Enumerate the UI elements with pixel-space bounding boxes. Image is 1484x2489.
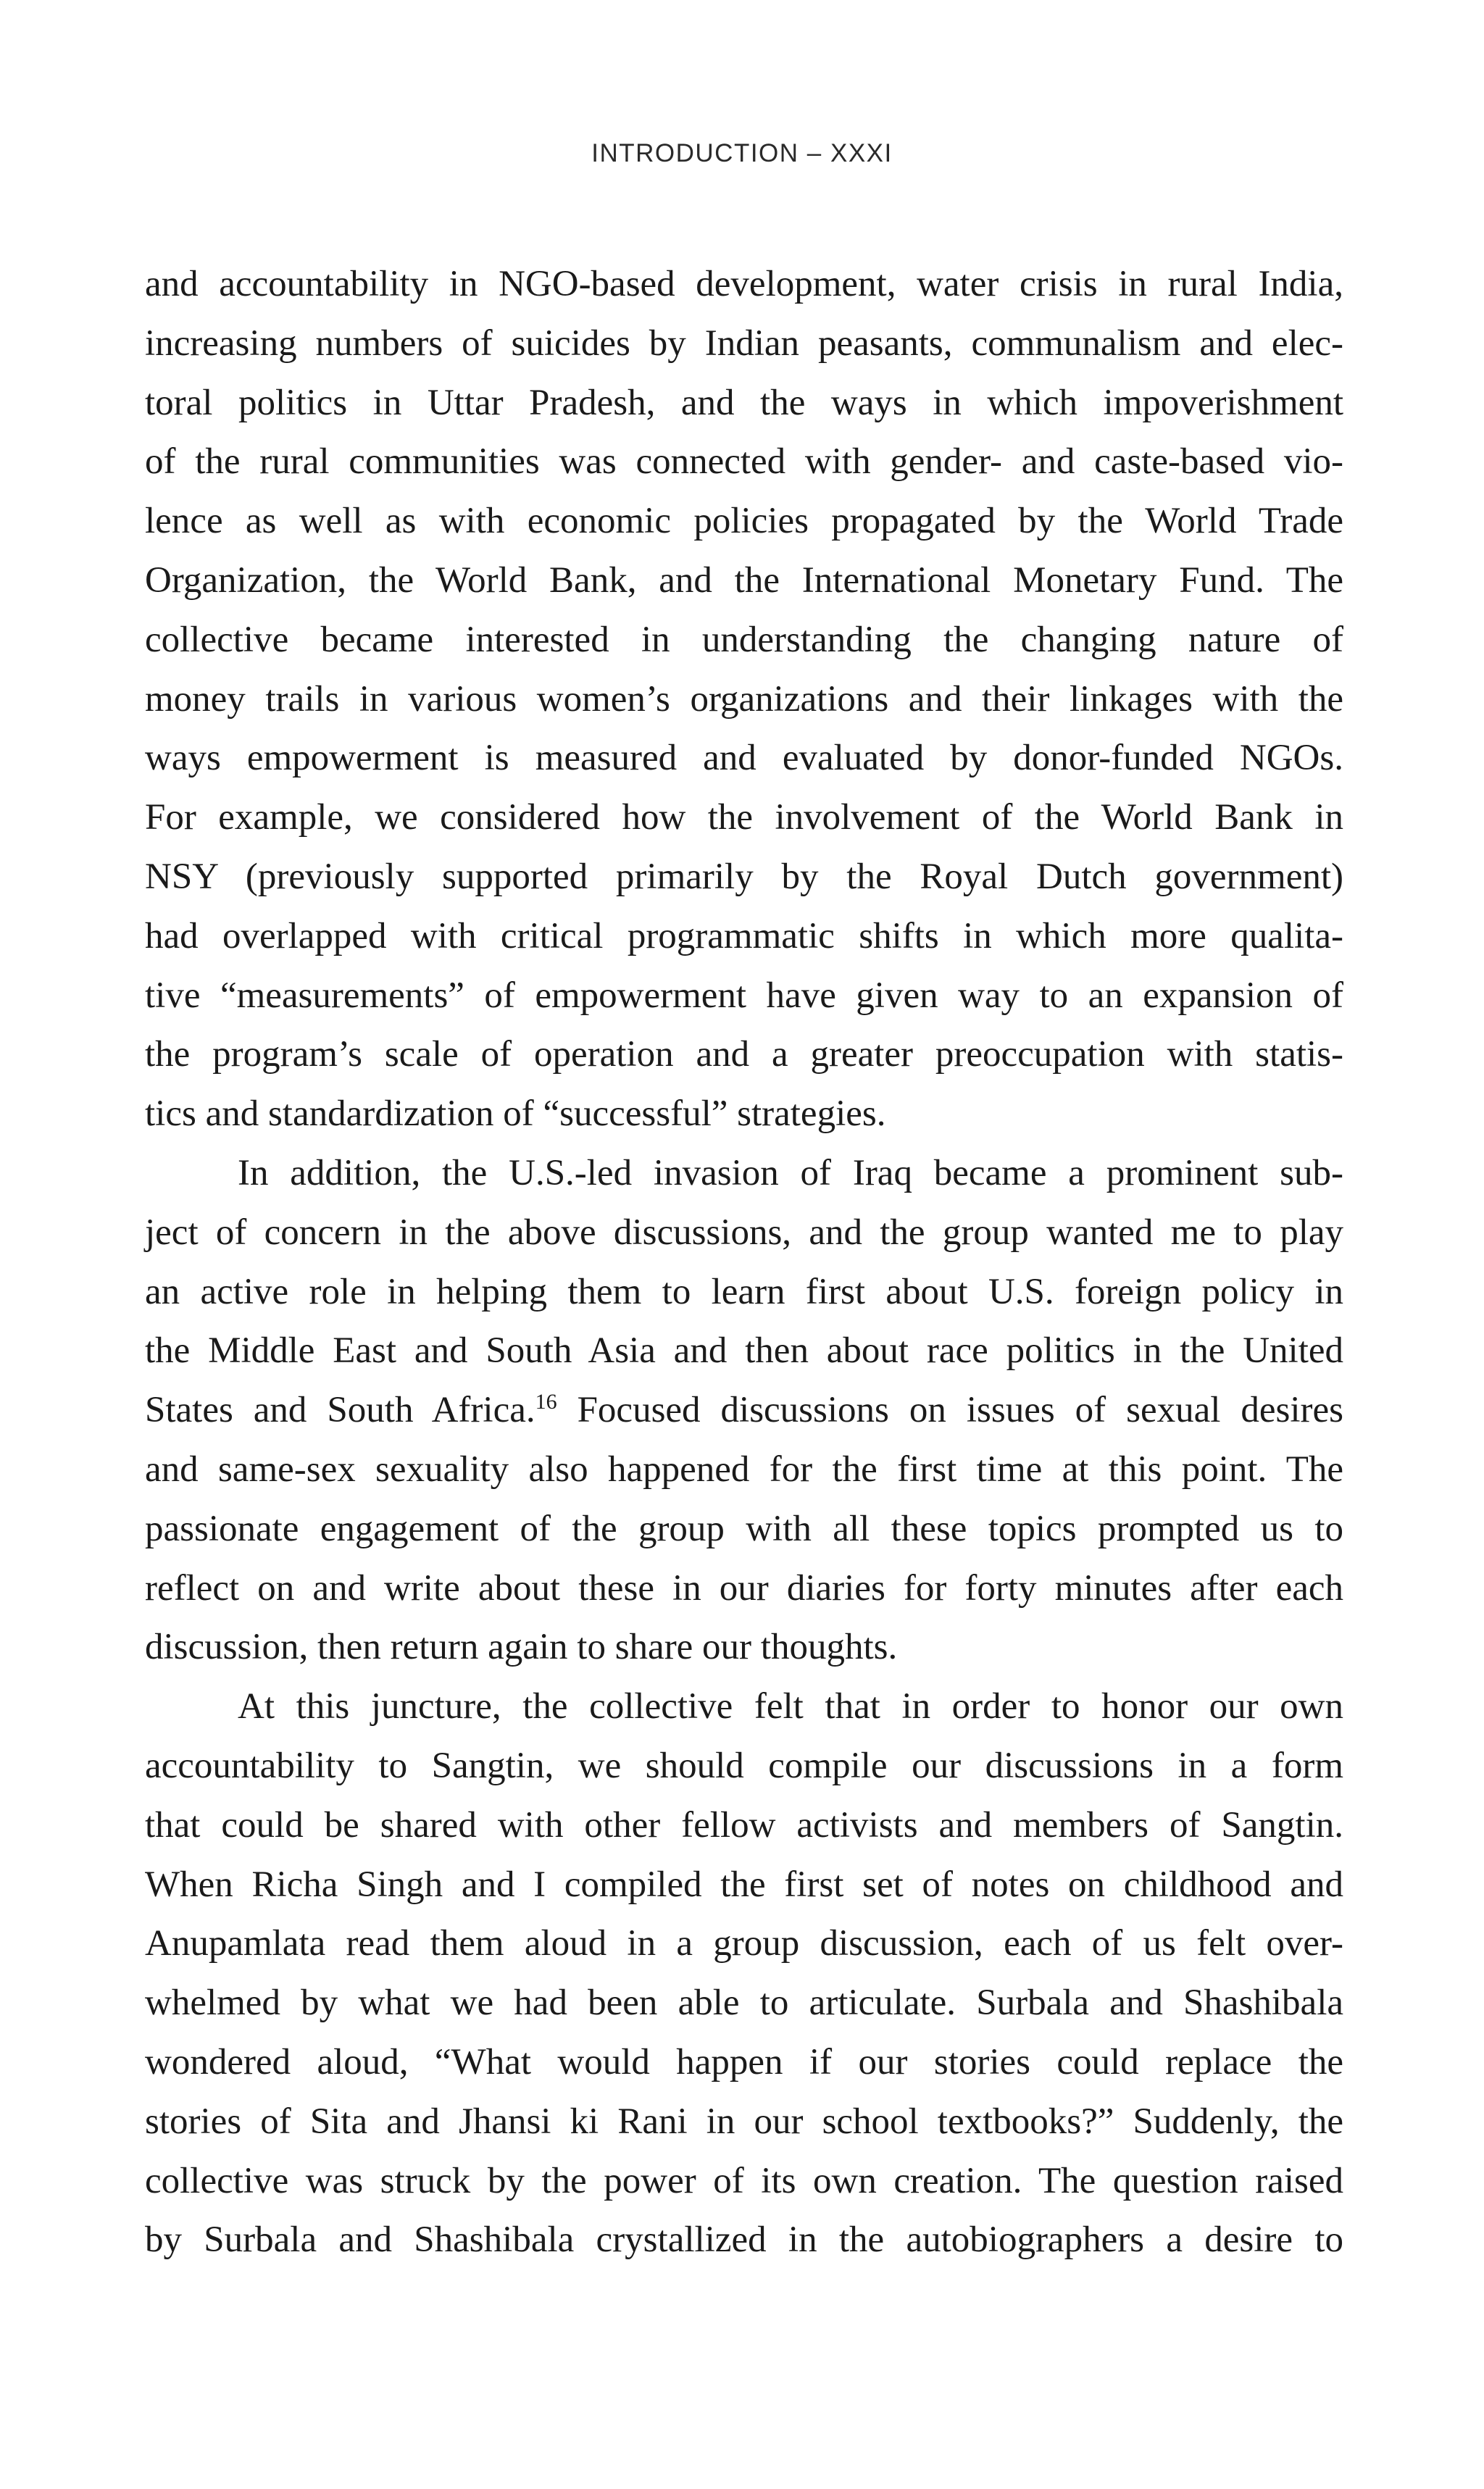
text-line: reflect on and write about these in our diaries for forty minutes after each [145,1567,1343,1609]
text-line-with-footnote [145,1381,1343,1441]
text-segment: States and South Africa. [145,1390,535,1431]
text-line: wondered aloud, “What would happen if our stories could replace the [145,2041,1343,2082]
text-line: Anupamlata read them aloud in a group discussion, each of us felt over- [145,1923,1343,1964]
text-line: whelmed by what we had been able to articulate. Surbala and Shashibala [145,1983,1343,2024]
text-line: an active role in helping them to learn first about U.S. foreign policy in [145,1271,1343,1312]
text-line: Organization, the World Bank, and the International Monetary Fund. The [145,559,1343,601]
text-line: passionate engagement of the group with all these topics prompted us to [145,1508,1343,1549]
text-line: and accountability in NGO-based development, water crisis in rural India, [145,264,1343,304]
text-line: increasing numbers of suicides by Indian peasants, communalism and elec- [145,322,1343,364]
text-line: collective became interested in understanding the changing nature of [145,619,1343,660]
text-line: When Richa Singh and I compiled the first set of notes on childhood and [145,1864,1343,1905]
text-line: that could be shared with other fellow activists and members of Sangtin. [145,1804,1343,1846]
text-line: money trails in various women’s organizations and their linkages with the [145,678,1343,720]
text-line: ject of concern in the above discussions, and the group wanted me to play [145,1212,1343,1253]
text-line: the program’s scale of operation and a greater preoccupation with statis- [145,1034,1343,1075]
footnote-marker: 16 [535,1390,557,1414]
text-line: by Surbala and Shashibala crystallized in the autobiographers a desire to [145,2219,1343,2261]
body-text [145,255,1343,2270]
text-line: toral politics in Uttar Pradesh, and the ways in which impoverishment [145,382,1343,423]
text-line: collective was struck by the power of its own creation. The question raised [145,2160,1343,2201]
text-line: ways empowerment is measured and evaluated by donor-funded NGOs. [145,738,1343,779]
text-line: For example, we considered how the involvement of the World Bank in [145,797,1343,838]
text-line: At this juncture, the collective felt that in order to honor our own [238,1686,1343,1727]
paragraph-2 [145,1144,1343,1677]
paragraph-1 [145,255,1343,1144]
text-line: accountability to Sangtin, we should compile our discussions in a form [145,1745,1343,1786]
text-line: tive “measurements” of empowerment have given way to an expansion of [145,975,1343,1016]
text-line: tics and standardization of “successful” strategies. [145,1093,886,1135]
text-line: of the rural communities was connected with gender- and caste-based vio- [145,441,1343,483]
paragraph-3 [145,1677,1343,2270]
text-line: stories of Sita and Jhansi ki Rani in our school textbooks?” Suddenly, the [145,2101,1343,2142]
text-segment: Focused discussions on issues of sexual desires [556,1390,1343,1431]
text-line: NSY (previously supported primarily by the Royal Dutch government) [145,856,1343,897]
text-line: In addition, the U.S.-led invasion of Iraq became a prominent sub- [238,1152,1343,1193]
text-line: lence as well as with economic policies propagated by the World Trade [145,501,1343,542]
text-line: discussion, then return again to share our thoughts. [145,1627,898,1668]
text-line: and same-sex sexuality also happened for the first time at this point. The [145,1448,1343,1490]
text-line: the Middle East and South Asia and then about race politics in the United [145,1330,1343,1372]
text-line: had overlapped with critical programmatic shifts in which more qualita- [145,915,1343,956]
running-head: INTRODUCTION – XXXI [591,139,893,167]
